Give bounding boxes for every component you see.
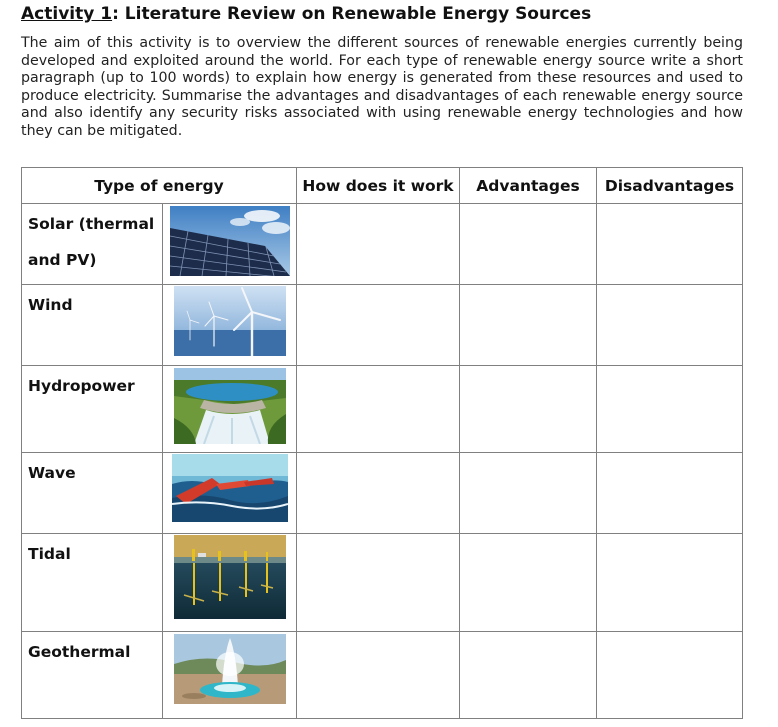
table-row — [22, 366, 743, 453]
energy-name — [22, 285, 163, 366]
table-row — [22, 285, 743, 366]
disadvantages-cell[interactable] — [597, 453, 743, 534]
how-it-works-cell[interactable] — [297, 534, 460, 632]
solar-panels-image — [170, 206, 290, 276]
header-disadvantages: Disadvantages — [597, 168, 743, 204]
energy-name — [22, 204, 163, 285]
energy-name-text: Wind — [28, 296, 73, 314]
advantages-cell[interactable] — [460, 453, 597, 534]
energy-image-cell — [163, 204, 297, 285]
activity-label: Activity 1 — [21, 4, 113, 24]
activity-instructions: The aim of this activity is to overview the different sources of renewable energies currently being developed and exploited around the world. For each type of renewable energy source write a short paragraph (up to 100 words) to explain how energy is generated from these resources and used to produce electricity. Summarise the advantages and disadvantages of each renewable energy source and also identify any security risks associated with using renewable energy technologies and how they can be mitigated. — [21, 35, 743, 139]
table-row — [22, 632, 743, 719]
energy-image-cell — [163, 366, 297, 453]
header-type-of-energy: Type of energy — [22, 168, 297, 204]
energy-image-cell — [163, 632, 297, 719]
advantages-cell[interactable] — [460, 366, 597, 453]
advantages-cell[interactable] — [460, 534, 597, 632]
energy-name-text: Wave — [28, 464, 76, 482]
energy-name — [22, 366, 163, 453]
disadvantages-cell[interactable] — [597, 534, 743, 632]
table-row — [22, 453, 743, 534]
energy-name — [22, 632, 163, 719]
wave-converter-image — [172, 454, 288, 522]
table-row — [22, 534, 743, 632]
table-row — [22, 204, 743, 285]
energy-name-text: Hydropower — [28, 377, 135, 395]
advantages-cell[interactable] — [460, 204, 597, 285]
how-it-works-cell[interactable] — [297, 453, 460, 534]
energy-image-cell — [163, 453, 297, 534]
disadvantages-cell[interactable] — [597, 366, 743, 453]
header-how-it-works: How does it work — [297, 168, 460, 204]
energy-image-cell — [163, 285, 297, 366]
how-it-works-cell[interactable] — [297, 632, 460, 719]
advantages-cell[interactable] — [460, 632, 597, 719]
energy-name-text: Tidal — [28, 545, 71, 563]
tidal-turbines-image — [174, 535, 286, 619]
activity-title — [21, 4, 591, 24]
energy-name-text: Geothermal — [28, 643, 131, 661]
energy-name-text: Solar (thermal and PV) — [28, 215, 155, 269]
energy-name — [22, 453, 163, 534]
energy-image-cell — [163, 534, 297, 632]
energy-table — [21, 167, 743, 719]
hydro-dam-image — [174, 368, 286, 444]
disadvantages-cell[interactable] — [597, 285, 743, 366]
energy-name — [22, 534, 163, 632]
how-it-works-cell[interactable] — [297, 366, 460, 453]
advantages-cell[interactable] — [460, 285, 597, 366]
how-it-works-cell[interactable] — [297, 204, 460, 285]
how-it-works-cell[interactable] — [297, 285, 460, 366]
disadvantages-cell[interactable] — [597, 632, 743, 719]
table-header-row — [22, 168, 743, 204]
wind-turbines-image — [174, 286, 286, 356]
disadvantages-cell[interactable] — [597, 204, 743, 285]
activity-subtitle: : Literature Review on Renewable Energy Sources — [112, 4, 592, 24]
header-advantages: Advantages — [460, 168, 597, 204]
geyser-image — [174, 634, 286, 704]
